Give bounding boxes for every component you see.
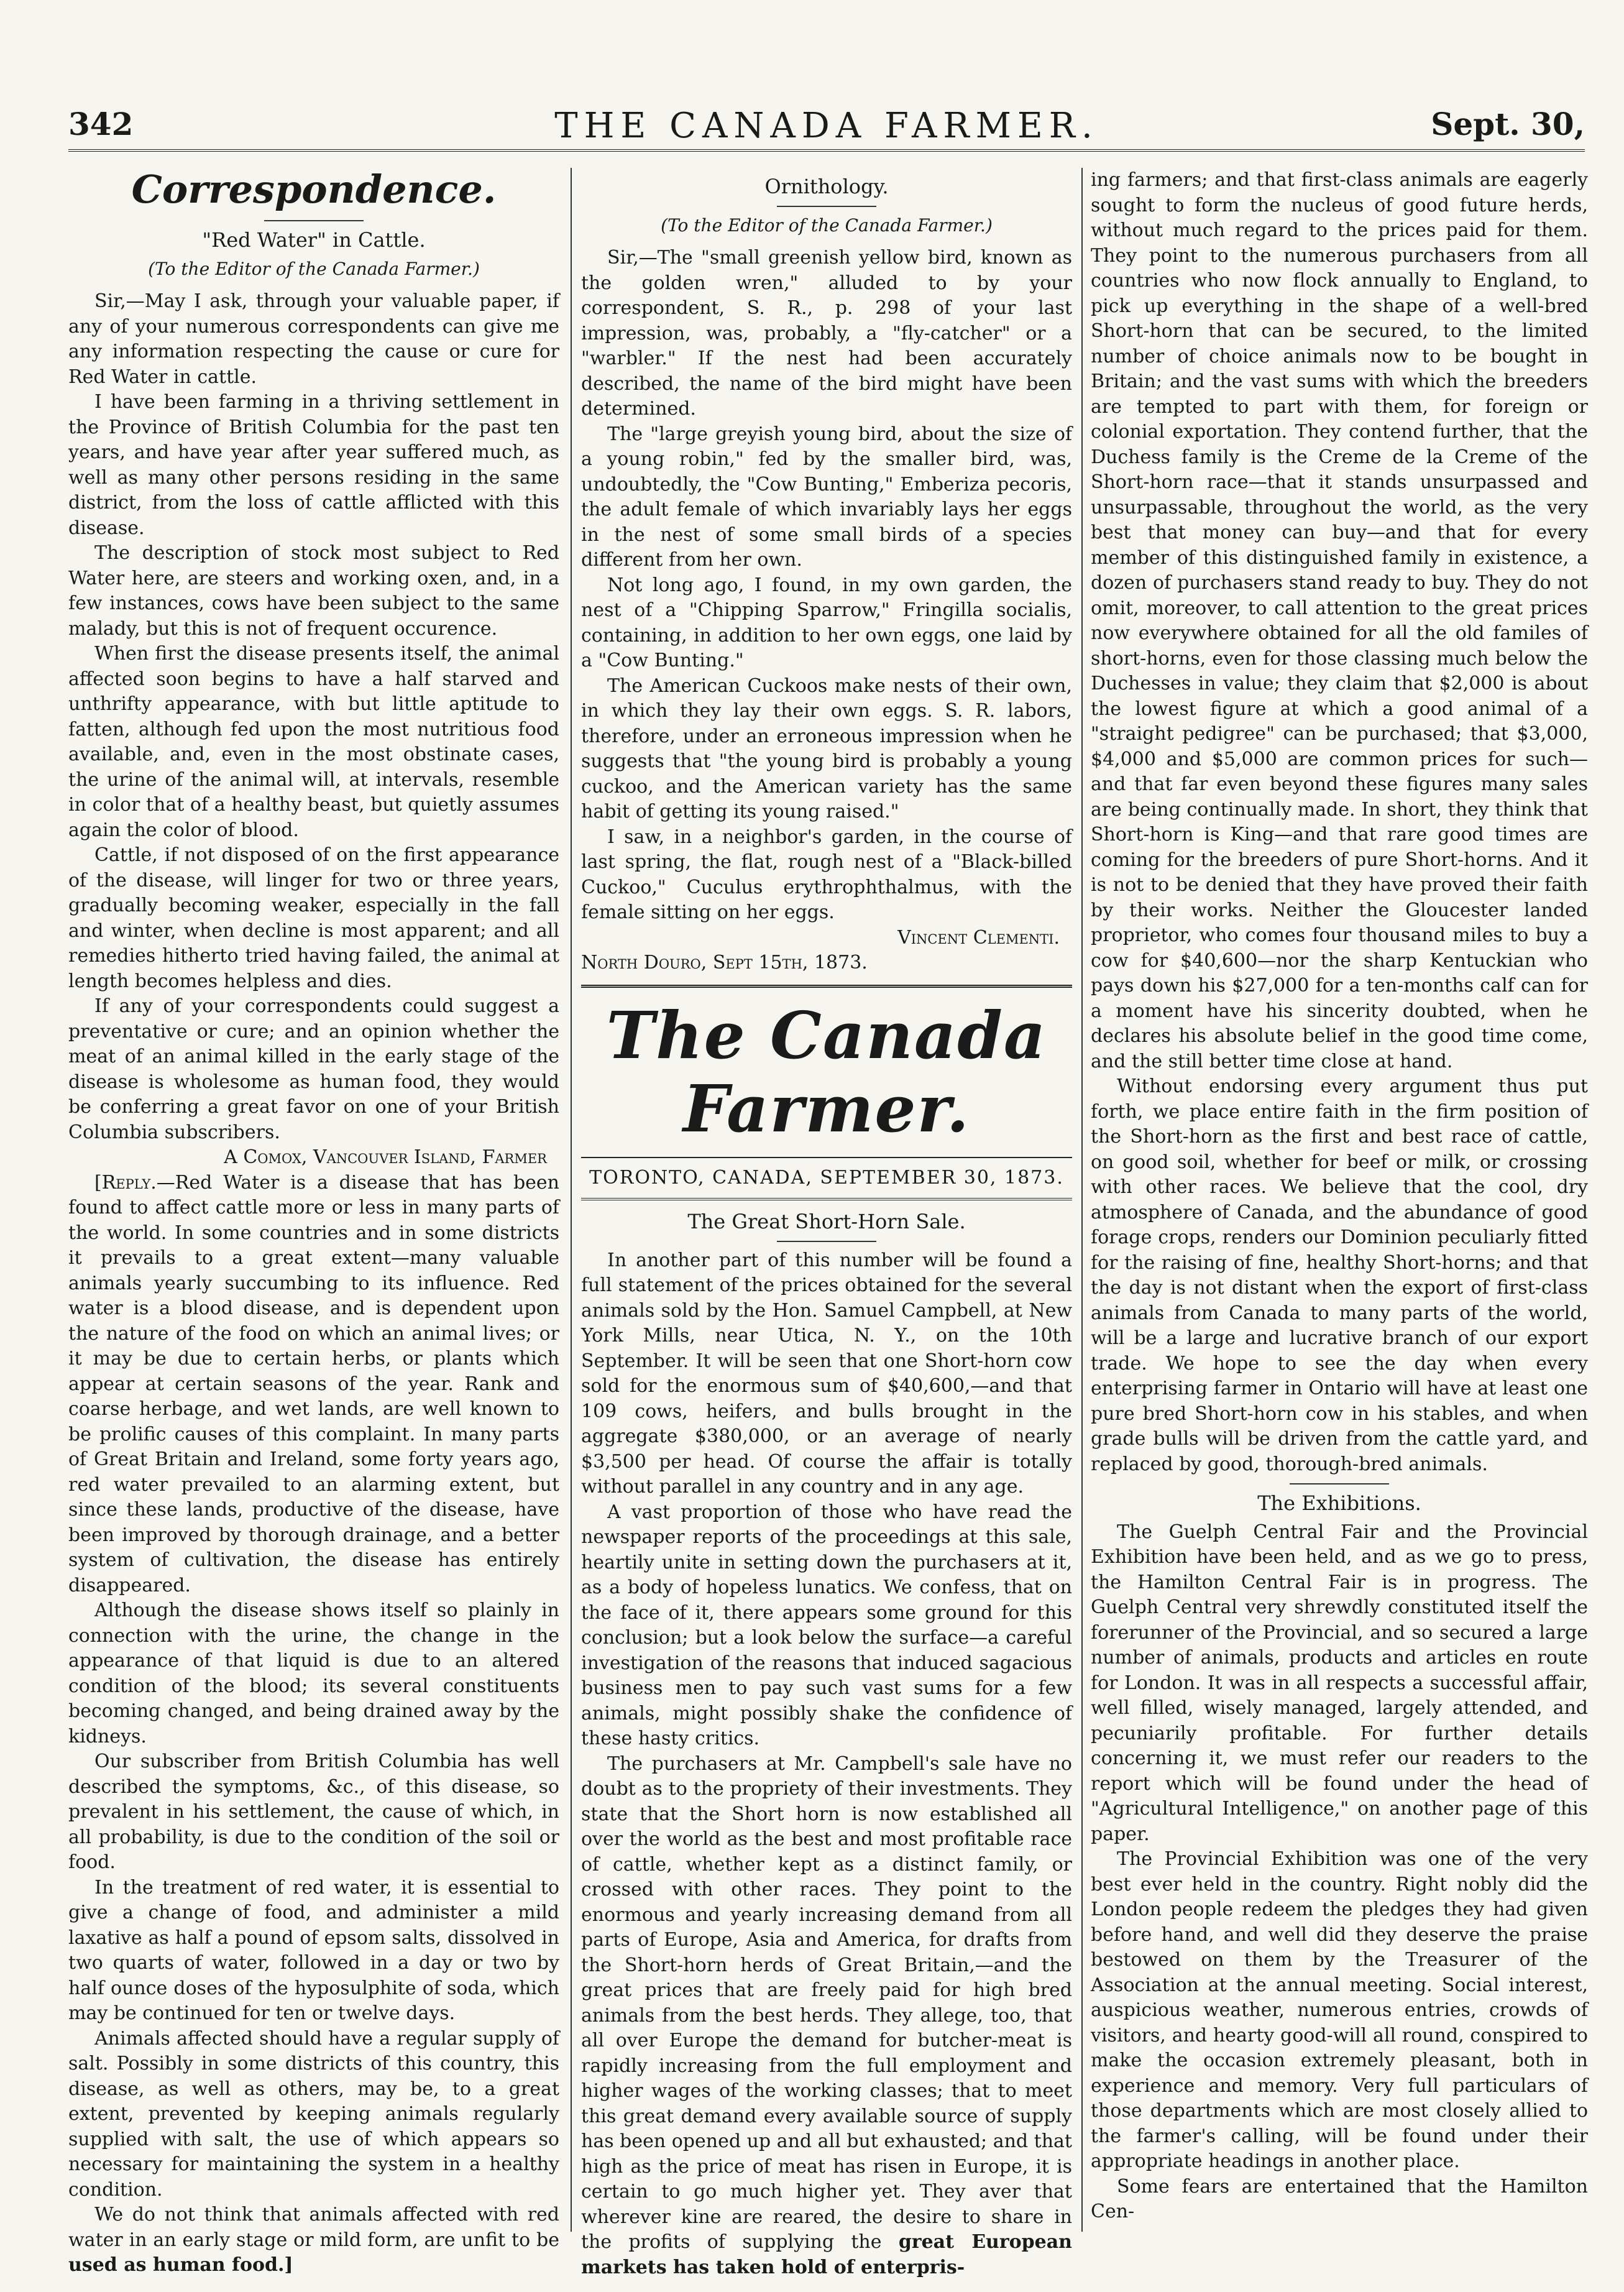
column-divider	[571, 168, 572, 2232]
paragraph: If any of your correspondents could suggest a preventative or cure; and an opinion whether the meat of an animal killed in the early stage of the disease is wholesome as human food, they would be conferring a great favor on one of your British Columbia subscribers.	[68, 995, 559, 1143]
paragraph: Animals affected should have a regular supply of salt. Possibly in some districts of this country, this disease, as well as others, may be, to a great extent, prevented by keeping animals regularly supplied with salt, the use of which appears so necessary for maintaining the system in a healthy condition.	[68, 2027, 559, 2201]
paragraph: Although the disease shows itself so plainly in connection with the urine, the change in the appearance of that liquid is due to an altered condition of the blood; its several constituents becoming changed, and being drained away by the kidneys.	[68, 1599, 559, 1747]
addressee: (To the Editor of the Canada Farmer.)	[148, 258, 480, 279]
location-date: North Douro, Sept 15th, 1873.	[581, 952, 868, 973]
reply-text: —Red Water is a disease that has been found to affect cattle more or less in many parts of the world. In some countries and in some districts it prevails to a great extent—many valuable animals yearly succumbing to its influence. Red water is a blood disease, and is dependent upon the nature of the food on which an animal lives; or it may be due to certain herbs, or plants which appear at certain seasons of the year. Rank and coarse herbage, and wet lands, are well known to be prolific causes of this complaint. In many parts of Great Britain and Ireland, some forty years ago, red water prevailed to an alarming extent, but since these lands, productive of the disease, have been improved by thorough drainage, and a better system of cultivation, the disease has entirely disappeared.	[68, 1171, 559, 1596]
divider	[1290, 1483, 1389, 1484]
divider	[777, 1241, 876, 1242]
paragraph: Sir,—May I ask, through your valuable paper, if any of your numerous correspondents can give me any information respecting the cause or cure for Red Water in cattle.	[68, 290, 559, 388]
paragraph-bold-end: great European markets has taken hold of enterpris-	[581, 2231, 1072, 2278]
divider	[777, 206, 876, 207]
paragraph: The American Cuckoos make nests of their own, in which they lay their own eggs. S. R. labors, therefore, under an erroneous impression when he suggests that "the young bird is probably a young cuckoo, and the American variety has the same habit of getting its young raised."	[581, 674, 1072, 822]
page-number: 342	[68, 106, 134, 142]
paragraph: Sir,—The "small greenish yellow bird, known as the golden wren," alluded to by your correspondent, S. R., p. 298 of your last impression, was, probably, a "fly-catcher" or a "warbler." If the nest had been accurately described, the name of the bird might have been determined.	[581, 247, 1072, 420]
paragraph: Without endorsing every argument thus put forth, we place entire faith in the firm position of the Short-horn as the first and best race of cattle, on good soil, whether for beef or milk, or crossing with other races. We believe that the cool, dry atmosphere of Canada, and the abundance of good forage crops, renders our Dominion peculiarly fitted for the raising of fine, healthy Short-horns; and that the day is not distant when the export of first-class animals from Canada to many parts of the world, will be a large and lucrative branch of our export trade. We hope to see the day when every enterprising farmer in Ontario will have at least one pure bred Short-horn cow in his stables, and when grade bulls will be driven from the cattle yard, and replaced by good, thorough-bred animals.	[1091, 1075, 1588, 1475]
paragraph-text: We do not think that animals affected with red water in an early stage or mild form, are unfit to be	[68, 2204, 559, 2251]
column-divider	[1081, 168, 1083, 2232]
paragraph: The Guelph Central Fair and the Provincial Exhibition have been held, and as we go to press, the Hamilton Central Fair is in progress. The Guelph Central very shrewdly constituted itself the forerunner of the Provincial, and so secured a large number of animals, products and articles en route for London. It was in all respects a successful affair, well filled, wisely managed, largely attended, and pecuniarily profitable. For further details concerning it, we must refer our readers to the report which will be found under the head of "Agricultural Intelligence," on another page of this paper.	[1091, 1521, 1588, 1845]
paragraph	[581, 1752, 1072, 2281]
paragraph: ing farmers; and that first-class animals are eagerly sought to form the nucleus of good future herds, without much regard to the prices paid for them. They point to the numerous purchasers from all countries who now flock annually to England, to pick up everything in the shape of a well-bred Short-horn that can be secured, to the limited number of choice animals now to be bought in Britain; and the vast sums with which the breeders are tempted to part with them, for foreign or colonial exportation. They contend further, that the Duchess family is the Creme de la Creme of the Short-horn race—that it stands unsurpassed and unsurpassable, throughout the world, as the very best that money can buy—and that for every member of this distinguished family in existence, a dozen of purchasers stand ready to buy. They do not omit, moreover, to call attention to the great prices now everywhere obtained for all the old familes of short-horns, even for those classing much below the Duchesses in value; they claim that $2,000 is about the lowest figure at which a good animal of a "straight pedigree" can be purchased; that $3,000, $4,000 and $5,000 are common prices for such—and that far even beyond these figures many sales are being continually made. In short, they think that Short-horn is King—and that rare good times are coming for the breeders of pure Short-horns. And it is not to be denied that they have proved their faith by their works. Neither the Gloucester landed proprietor, who comes four thousand miles to buy a cow for $40,600—nor the sharp Kentuckian who pays down his $27,000 for a ten-months calf can for a moment have his sincerity doubted, when he declares his absolute belief in the good time come, and the still better time close at hand.	[1091, 169, 1588, 1072]
paragraph: In another part of this number will be found a full statement of the prices obtained for the several animals sold by the Hon. Samuel Campbell, at New York Mills, near Utica, N. Y., on the 10th September. It will be seen that one Short-horn cow sold for the enormous sum of $40,600,—and that 109 cows, heifers, and bulls brought in the aggregate $380,000, or an average of nearly $3,500 per head. Of course the affair is totally without parallel in any country and in any age.	[581, 1249, 1072, 1498]
paragraph: When first the disease presents itself, the animal affected soon begins to have a half starved and unthrifty appearance, with but little aptitude to fatten, although fed upon the most nutritious food available, and, even in the most obstinate cases, the urine of the animal will, at intervals, resemble in color that of a healthy beast, but quietly assumes again the color of blood.	[68, 643, 559, 841]
paragraph: Some fears are entertained that the Hamilton Cen-	[1091, 2175, 1588, 2222]
article-title: "Red Water" in Cattle.	[202, 228, 426, 252]
paragraph: Cattle, if not disposed of on the first appearance of the disease, will linger for two or three years, gradually becoming weaker, especially in the fall and winter, when decline is most apparent; and all remedies hitherto tried having failed, the animal at length becomes helpless and dies.	[68, 844, 559, 992]
masthead: The Canada Farmer.	[581, 985, 1072, 1146]
paragraph-bold-end: used as human food.]	[68, 2254, 293, 2276]
paragraph: The "large greyish young bird, about the size of a young robin," fed by the smaller bird, was, undoubtedly, the "Cow Bunting," Emberiza pecoris, the adult female of which invariably lays her eggs in the nest of some small birds of a species different from her own.	[581, 423, 1072, 571]
paragraph: I saw, in a neighbor's garden, in the course of last spring, the flat, rough nest of a "Black-billed Cuckoo," Cuculus erythrophthalmus, with the female sitting on her eggs.	[581, 826, 1072, 923]
reply-lead: [Reply.	[94, 1171, 157, 1194]
section-heading: Correspondence.	[131, 167, 497, 212]
article-title: The Great Short-Horn Sale.	[687, 1210, 966, 1233]
paragraph: A vast proportion of those who have read the newspaper reports of the proceedings at this sale, heartily unite in setting down the purchasers at it, as a body of hopeless lunatics. We confess, that on the face of it, there appears some ground for this conclusion; but a look below the surface—a careful investigation of the reasons that induced sagacious business men to pay such vast sums for a few animals, might possibly shake the confidence of these hasty critics.	[581, 1501, 1072, 1749]
addressee: (To the Editor of the Canada Farmer.)	[661, 214, 993, 236]
paragraph: Our subscriber from British Columbia has well described the symptoms, &c., of this disease, so prevalent in his settlement, the cause of which, in all probability, is due to the condition of the soil or food.	[68, 1751, 559, 1873]
signature: A Comox, Vancouver Island, Farmer	[224, 1146, 547, 1168]
paragraph-text: The purchasers at Mr. Campbell's sale have no doubt as to the propriety of their investments. They state that the Short horn is now established all over the world as the best and most profitable race of cattle, whether kept as a distinct family, or crossed with other races. They point to the enormous and yearly increasing demand from all parts of Europe, Asia and America, for drafts from the Short-horn herds of Great Britain,—and the great prices that are freely paid for high bred animals from the best herds. They allege, too, that all over Europe the demand for butcher-meat is rapidly increasing from the full employment and higher wages of the working classes; that to meet this great demand every available source of supply has been opened up and all but exhausted; and that high as the price of meat has risen in Europe, it is certain to go much higher yet. They aver that wherever kine are reared, the desire to share in the profits of supplying the	[581, 1752, 1072, 2253]
page-header	[68, 106, 1585, 152]
divider	[264, 220, 364, 221]
article-title: The Exhibitions.	[1257, 1491, 1421, 1515]
reply-paragraph	[68, 1171, 559, 1599]
issue-date: Sept. 30,	[1431, 106, 1585, 142]
dateline: TORONTO, CANADA, SEPTEMBER 30, 1873.	[581, 1157, 1072, 1201]
paragraph: Not long ago, I found, in my own garden, the nest of a "Chipping Sparrow," Fringilla socialis, containing, in addition to her own eggs, one laid by a "Cow Bunting."	[581, 574, 1072, 671]
paragraph: In the treatment of red water, it is essential to give a change of food, and administer a mild laxative as half a pound of epsom salts, dissolved in two quarts of water, followed in a day or two by half ounce doses of the hyposulphite of soda, which may be continued for ten or twelve days.	[68, 1876, 559, 2024]
paragraph: I have been farming in a thriving settlement in the Province of British Columbia for the past ten years, and have year after year suffered much, as well as many other persons residing in the same district, from the loss of cattle afflicted with this disease.	[68, 391, 559, 539]
paragraph: The description of stock most subject to Red Water here, are steers and working oxen, and, in a few instances, cows have been subject to the same malady, but this is not of frequent occurence.	[68, 542, 559, 640]
article-title: Ornithology.	[764, 175, 889, 198]
column-1	[68, 167, 559, 2276]
column-3	[1091, 168, 1588, 2238]
paragraph: The Provincial Exhibition was one of the very best ever held in the country. Right nobly did the London people redeem the pledges they had given before hand, and well did they deserve the praise bestowed on them by the Treasurer of the Association at the annual meeting. Social interest, auspicious weather, numerous entries, crowds of visitors, and hearty good-will all round, conspired to make the occasion extremely pleasant, both in experience and memory. Very full particulars of those departments which are most closely allied to the farmer's calling, will be found under their appropriate headings in another place.	[1091, 1848, 1588, 2172]
publication-title: THE CANADA FARMER.	[554, 106, 1099, 146]
paragraph	[68, 2202, 559, 2278]
signature: Vincent Clementi.	[897, 926, 1060, 949]
column-2	[581, 168, 1072, 2278]
